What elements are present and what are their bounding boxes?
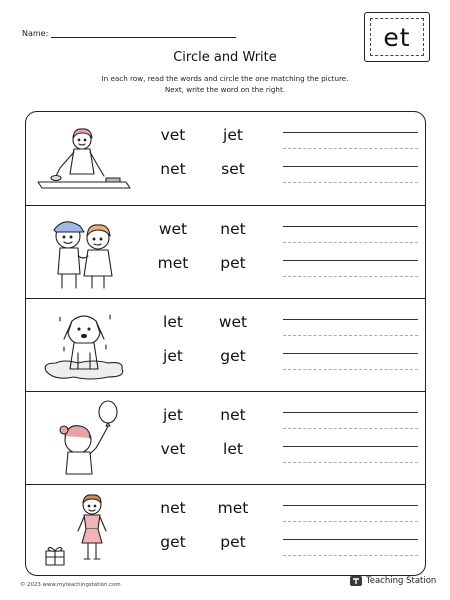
word-choice[interactable]: jet	[163, 406, 183, 424]
word-choice[interactable]: let	[163, 313, 183, 331]
two-kids-icon	[34, 210, 134, 294]
word-choice[interactable]: net	[160, 499, 186, 517]
word-choice[interactable]: let	[223, 440, 243, 458]
instruction-line: In each row, read the words and circle the one matching the picture.	[101, 74, 349, 83]
instruction-line: Next, write the word on the right.	[164, 85, 286, 94]
girl-with-balloon-icon	[34, 396, 134, 480]
word-choice[interactable]: wet	[158, 220, 188, 238]
name-input-line[interactable]	[51, 28, 236, 38]
page-title: Circle and Write	[173, 50, 277, 65]
word-choice[interactable]: get	[160, 533, 186, 551]
writing-line[interactable]	[283, 446, 418, 463]
writing-line[interactable]	[283, 132, 418, 149]
teaching-station-logo	[349, 574, 436, 588]
word-choice[interactable]: met	[157, 254, 189, 272]
name-field	[22, 28, 236, 38]
writing-line[interactable]	[283, 412, 418, 429]
word-choice[interactable]: vet	[160, 440, 186, 458]
writing-line[interactable]	[283, 353, 418, 370]
writing-line[interactable]	[283, 505, 418, 522]
exercise-row	[26, 112, 425, 205]
word-choice[interactable]: pet	[220, 533, 246, 551]
word-choice[interactable]: pet	[220, 254, 246, 272]
exercise-row	[26, 298, 425, 392]
exercise-row	[26, 484, 425, 576]
girl-at-table-icon	[34, 116, 134, 200]
word-choice[interactable]: jet	[223, 126, 243, 144]
instructions	[30, 73, 420, 95]
exercise-panel	[25, 111, 426, 576]
teaching-station-logo-icon	[349, 574, 363, 588]
word-choice[interactable]: net	[220, 220, 246, 238]
writing-line[interactable]	[283, 539, 418, 556]
word-choice[interactable]: wet	[218, 313, 248, 331]
writing-line[interactable]	[283, 319, 418, 336]
writing-line[interactable]	[283, 166, 418, 183]
word-choice[interactable]: net	[160, 160, 186, 178]
word-choice[interactable]: vet	[160, 126, 186, 144]
word-choice[interactable]: net	[220, 406, 246, 424]
word-choice[interactable]: set	[221, 160, 245, 178]
writing-line[interactable]	[283, 226, 418, 243]
writing-line[interactable]	[283, 260, 418, 277]
name-label: Name:	[22, 29, 49, 38]
logo-text: Teaching Station	[366, 576, 437, 586]
badge-text: et	[383, 22, 411, 52]
word-choice[interactable]: jet	[163, 347, 183, 365]
word-choice[interactable]: get	[220, 347, 246, 365]
word-choice[interactable]: met	[217, 499, 249, 517]
exercise-row	[26, 205, 425, 299]
girl-with-gift-icon	[34, 489, 134, 573]
wet-dog-in-puddle-icon	[34, 303, 134, 387]
exercise-row	[26, 391, 425, 485]
copyright-text: © 2023 www.myteachingstation.com	[20, 582, 121, 588]
